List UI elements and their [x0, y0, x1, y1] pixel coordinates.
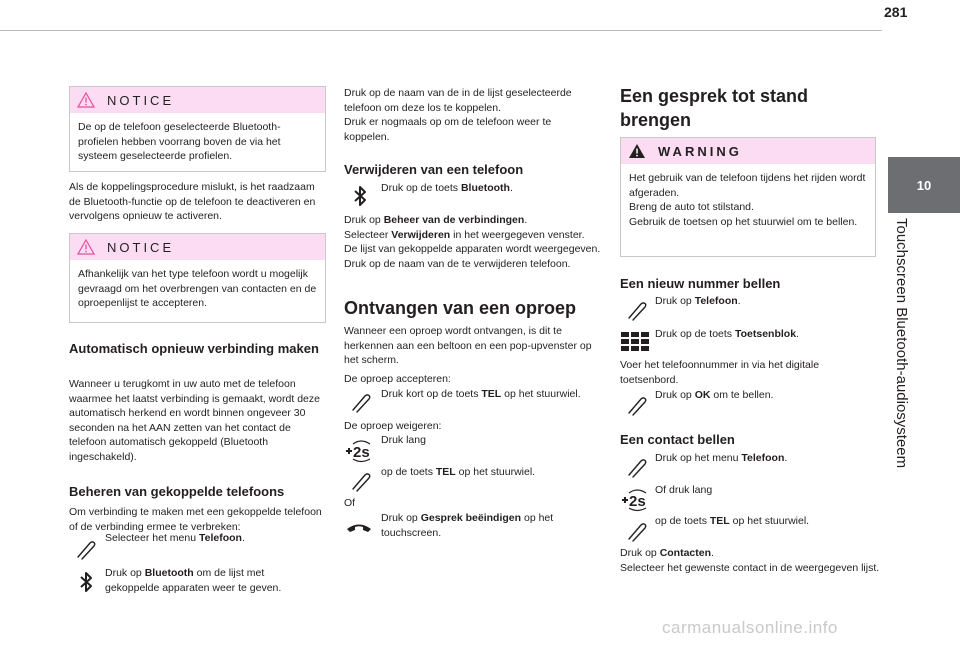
line-manage-connections: Druk op Beheer van de verbindingen.	[344, 214, 528, 226]
chapter-title-vertical	[882, 218, 922, 578]
notice-title: NOTICE	[107, 239, 175, 255]
step-end-call: Druk op Gesprek beëindigen op het touchscreen.	[381, 512, 554, 539]
bluetooth-icon	[347, 183, 373, 209]
paragraph: Druk op de naam van de in de lijst geselecteerde telefoon om deze los te koppelen. Druk er nogmaals op om de telefoon weer te koppelen.	[344, 87, 572, 143]
heading-new-number: Een nieuw nummer bellen	[620, 276, 781, 291]
finger-touch-icon	[73, 536, 99, 562]
hang-up-icon	[344, 514, 374, 540]
finger-touch-icon	[348, 389, 374, 415]
heading-line-2: brengen	[620, 110, 692, 130]
line-press-name: Druk op de naam van de te verwijderen telefoon.	[344, 257, 571, 270]
finger-touch-icon	[624, 454, 650, 480]
paragraph: Voer het telefoonnummer in via het digitale toetsenbord.	[620, 359, 820, 386]
finger-touch-icon	[348, 468, 374, 494]
line-select-delete: Selecteer Verwijderen in het weergegeven venster.	[344, 228, 585, 241]
step-tel-button: op de toets TEL op het stuurwiel.	[655, 515, 810, 527]
contact-instructions	[620, 546, 880, 575]
heading-make-call	[620, 84, 880, 132]
notice-text: Afhankelijk van het type telefoon wordt u mogelijk gevraagd om het overbrengen van contacten en de oproepenlijst te accepteren.	[78, 268, 317, 309]
notice-triangle-icon	[77, 92, 95, 108]
notice-title: NOTICE	[107, 92, 175, 108]
top-rule	[0, 30, 882, 31]
step-press-bluetooth: Druk op de toets Bluetooth.	[381, 182, 513, 194]
keypad-icon	[620, 329, 650, 355]
paragraph-or: Of	[344, 497, 356, 509]
notice-box-1	[69, 86, 326, 172]
finger-touch-icon	[624, 392, 650, 418]
delete-instructions	[344, 213, 604, 271]
paragraph: Wanneer u terugkomt in uw auto met de telefoon waarmee het laatst verbinding is gemaakt, wordt deze automatisch herkend en wordt binnen ongeveer 30 seconden na het AAN zetten van het contact de telefoon automatisch gekoppeld (Bluetooth ingeschakeld).	[69, 378, 320, 463]
heading-receive-call: Ontvangen van een oproep	[344, 298, 577, 318]
bluetooth-icon	[73, 569, 99, 595]
finger-touch-icon	[624, 518, 650, 544]
page-number: 281	[884, 4, 908, 20]
notice-text: De op de telefoon geselecteerde Bluetooth-profielen hebben voorrang boven de via het systeem geselecteerde profielen.	[78, 121, 281, 162]
warning-triangle-icon	[628, 143, 646, 159]
step-phone-menu: Druk op het menu Telefoon.	[655, 452, 788, 464]
step-press-keypad: Druk op de toets Toetsenblok.	[655, 328, 799, 340]
heading-line-1: Een gesprek tot stand	[620, 86, 809, 106]
step-select-phone-menu: Selecteer het menu Telefoon.	[105, 532, 245, 544]
heading-manage-phones: Beheren van gekoppelde telefoons	[69, 484, 285, 499]
step-long-press: Druk lang	[381, 434, 426, 446]
step-press-ok: Druk op OK om te bellen.	[655, 389, 774, 401]
line-list-shown: De lijst van gekoppelde apparaten wordt weergegeven.	[344, 243, 601, 255]
step-press-phone: Druk op Telefoon.	[655, 295, 741, 307]
long-press-2s-icon	[620, 487, 650, 513]
paragraph: Als de koppelingsprocedure mislukt, is het raadzaam de Bluetooth-functie op de telefoon te deactiveren en vervolgens opnieuw te activeren.	[69, 181, 316, 222]
warning-title: WARNING	[658, 143, 742, 159]
paragraph: De oproep weigeren:	[344, 420, 442, 432]
notice-header	[70, 87, 325, 113]
step-press-bluetooth: Druk op Bluetooth om de lijst met gekoppelde apparaten weer te geven.	[105, 567, 282, 594]
line-select-contact: Selecteer het gewenste contact in de weergegeven lijst.	[620, 561, 880, 574]
heading-auto-reconnect: Automatisch opnieuw verbinding maken	[69, 341, 319, 356]
paragraph: Wanneer een oproep wordt ontvangen, is dit te herkennen aan een beltoon en een pop-upvenster op het scherm.	[344, 325, 592, 366]
warning-header	[621, 138, 875, 164]
long-press-2s-icon	[344, 438, 374, 464]
warning-text: Het gebruik van de telefoon tijdens het rijden wordt afgeraden. Breng de auto tot stilstand. Gebruik de toetsen op het stuurwiel om te bellen.	[629, 172, 866, 228]
notice-triangle-icon	[77, 239, 95, 255]
paragraph: De oproep accepteren:	[344, 373, 451, 385]
step-long-press: Of druk lang	[655, 484, 713, 496]
step-tel-button: op de toets TEL op het stuurwiel.	[381, 466, 536, 478]
warning-box	[620, 137, 876, 257]
chapter-tab	[888, 157, 960, 213]
paragraph: Om verbinding te maken met een gekoppelde telefoon of de verbinding ermee te verbreken:	[69, 506, 322, 533]
chapter-tab-number: 10	[916, 177, 932, 193]
watermark: carmanualsonline.info	[662, 618, 838, 637]
step-accept-call: Druk kort op de toets TEL op het stuurwiel.	[381, 388, 581, 400]
chapter-title: Touchscreen Bluetooth-audiosysteem	[893, 218, 910, 469]
line-press-contacts: Druk op Contacten.	[620, 547, 714, 559]
heading-delete-phone: Verwijderen van een telefoon	[344, 162, 524, 177]
notice-box-2	[69, 233, 326, 323]
notice-header	[70, 234, 325, 260]
heading-call-contact: Een contact bellen	[620, 432, 735, 447]
finger-touch-icon	[624, 297, 650, 323]
